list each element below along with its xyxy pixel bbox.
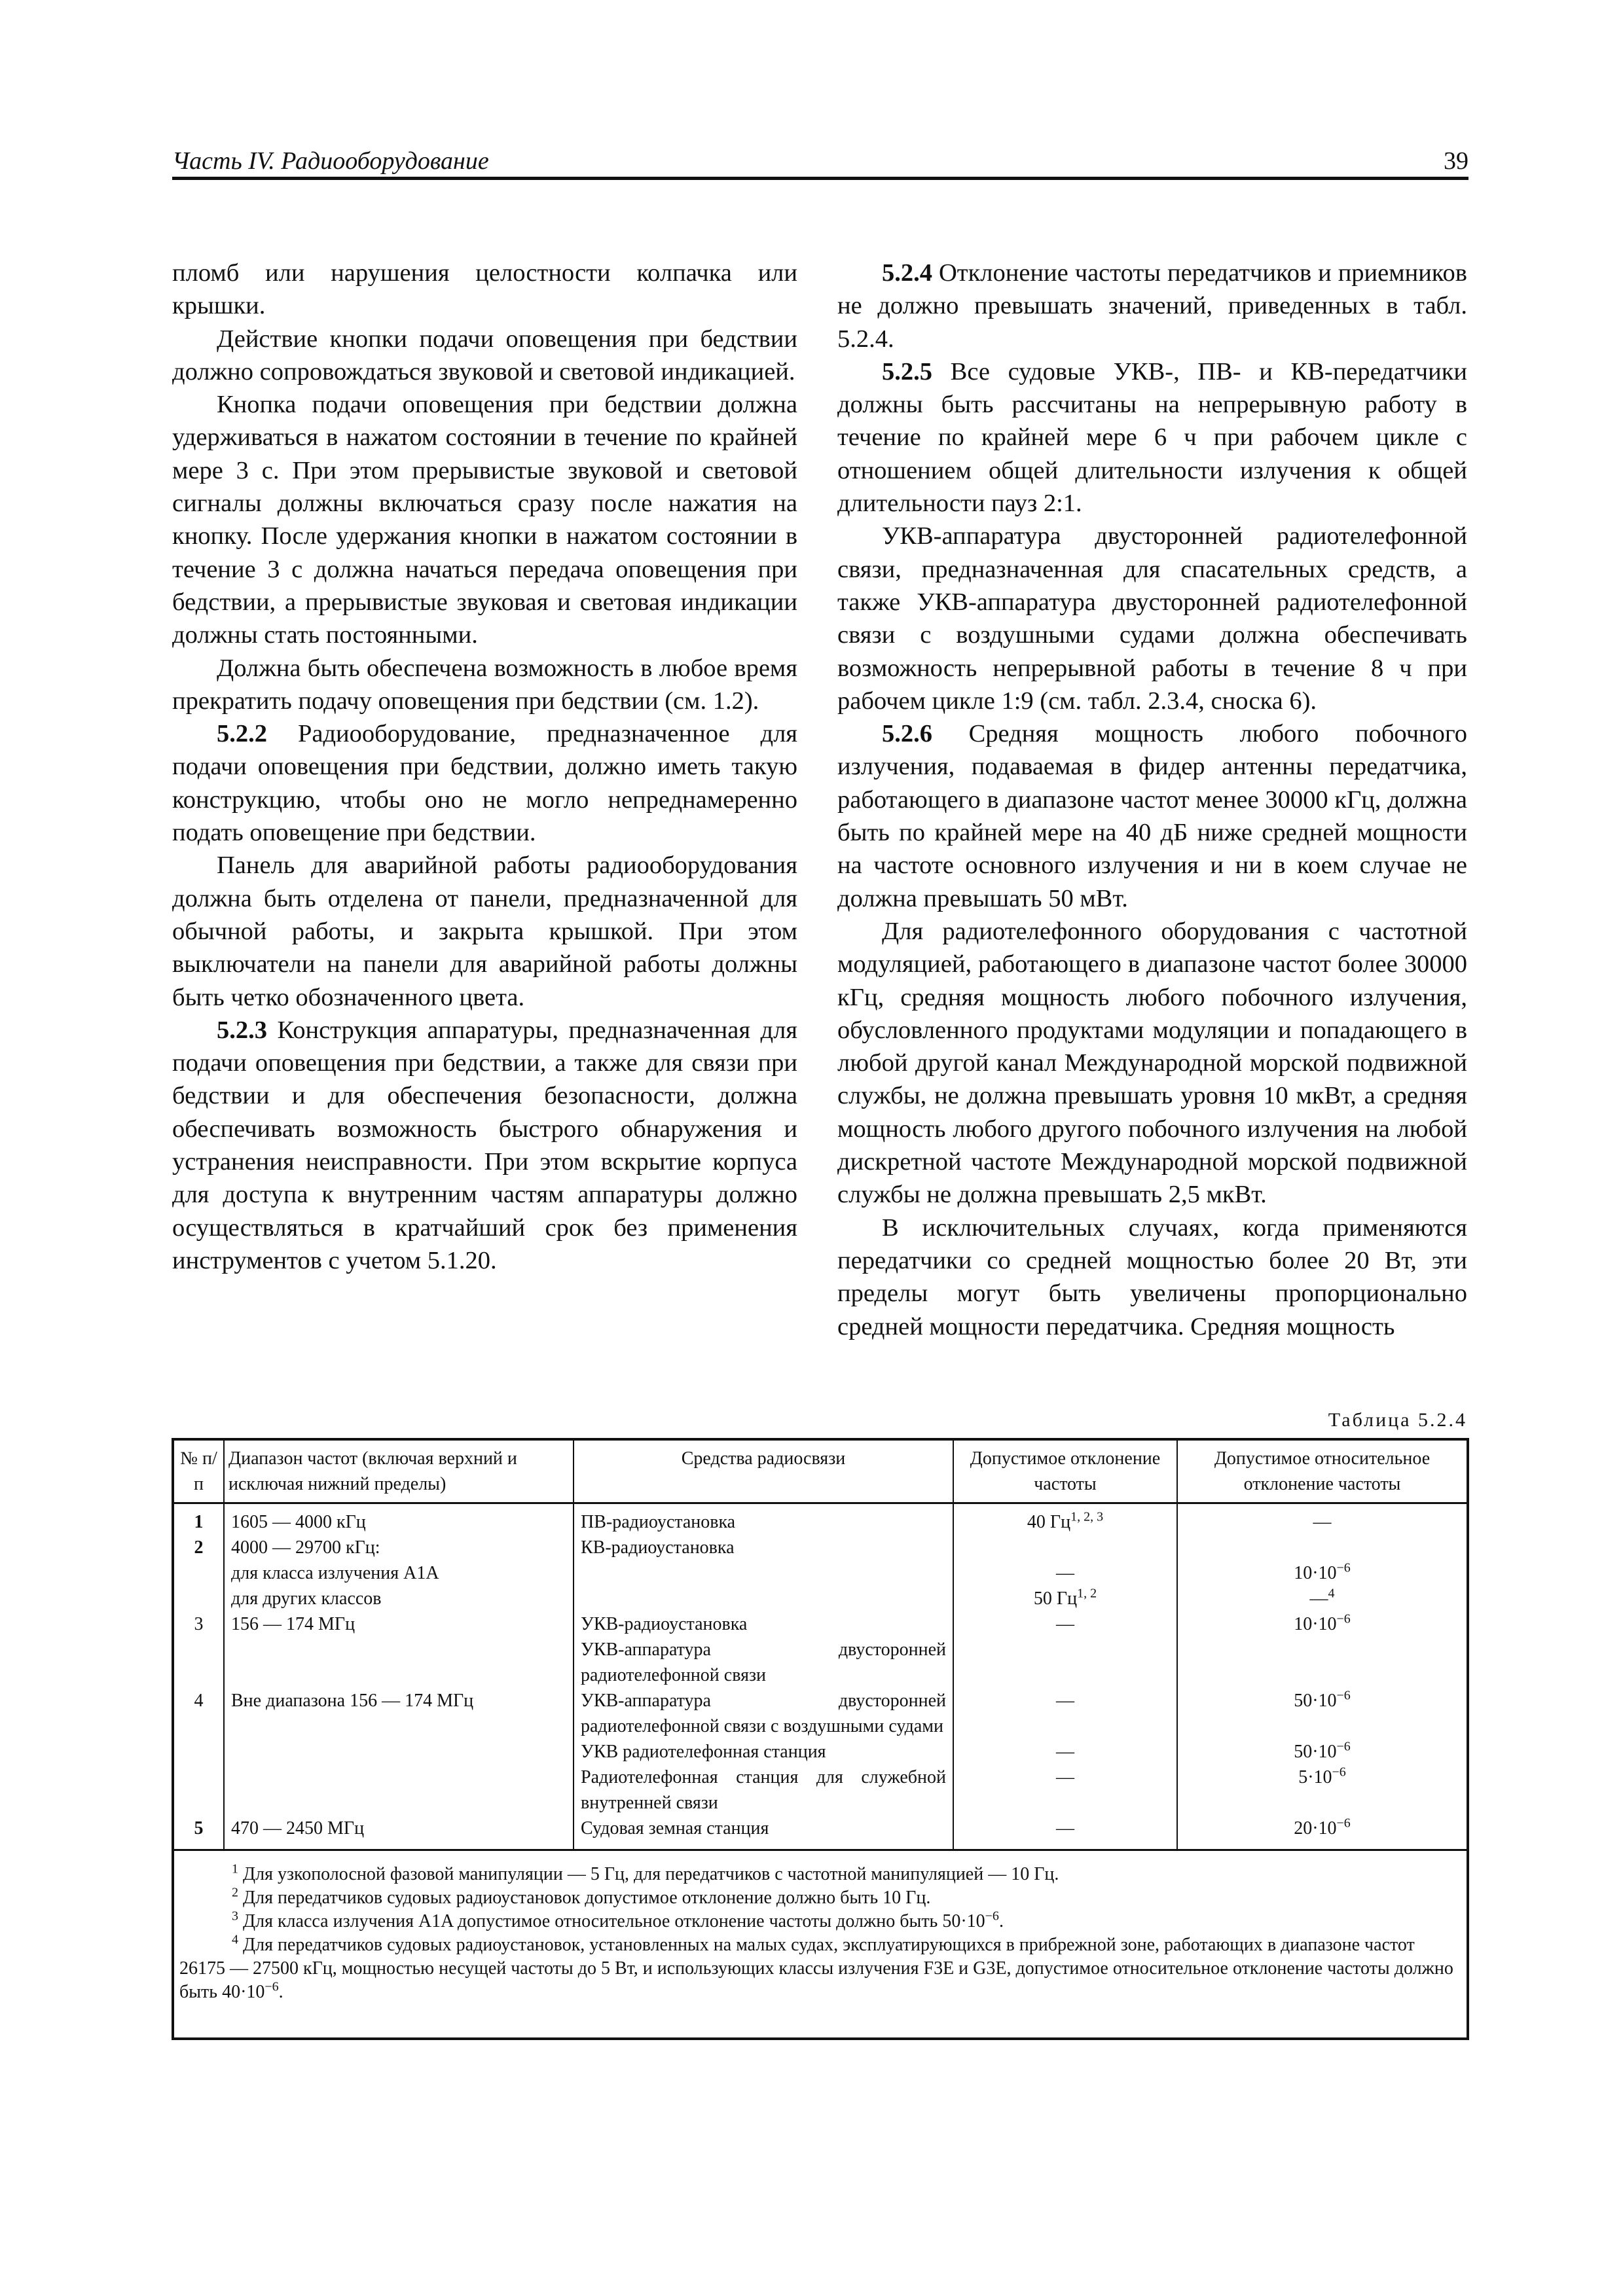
cell-num: 3 <box>174 1611 224 1637</box>
cell-deviation: — <box>953 1688 1177 1739</box>
footnote <box>179 1886 1461 1910</box>
table-row <box>174 1637 1467 1688</box>
paragraph <box>837 717 1467 915</box>
paragraph: Панель для аварийной работы радиооборудования должна быть отделена от панели, предназначенной для обычной работы, и закрыта крышкой. При этом выключатели на панели для аварийной работы должны быть четко обозначенного цвета. <box>172 852 797 1011</box>
page-number: 39 <box>1444 147 1468 175</box>
header-range: Диапазон частот (включая верхний и исключая нижний пределы) <box>224 1441 574 1503</box>
paragraph: УКВ-аппаратура двусторонней радиотелефонной связи, предназначенная для спасательных средств, а также УКВ-аппаратура двусторонней радиотелефонной связи с воздушными судами должна обеспечивать возможность непрерывной работы в течение 8 ч при рабочем цикле 1:9 (см. табл. 2.3.4, сноска 6). <box>837 522 1467 715</box>
paragraph-text: Конструкция аппаратуры, предназначенная для подачи оповещения при бедствии, а также для связи при бедствии и для обеспечения безопасности, должна обеспечивать возможность быстрого обнаружения и устранения неисправности. При этом вскрытие корпуса для доступа к внутренним частям аппаратуры должно осуществляться в кратчайший срок без применения инструментов с учетом 5.1.20. <box>172 1016 797 1274</box>
cell-num: 5 <box>174 1816 224 1850</box>
header-relative-deviation: Допустимое относительное отклонение частоты <box>1177 1441 1467 1503</box>
paragraph: Кнопка подачи оповещения при бедствии должна удерживаться в нажатом состоянии в течение по крайней мере 3 с. При этом прерывистые звуковой и световой сигналы должны включаться сразу после нажатия на кнопку. После удержания кнопки в нажатом состоянии в течение 3 с должна начаться передача оповещения при бедствии, а прерывистые звуковая и световая индикации должны стать постоянными. <box>172 391 797 649</box>
relative-value: 10·10 <box>1294 1614 1337 1634</box>
footnote-text: Для узкополосной фазовой манипуляции — 5 Гц, для передатчиков с частотной манипуляцией — 10 Гц. <box>238 1864 1059 1884</box>
exponent: −6 <box>1332 1765 1346 1780</box>
cell-deviation <box>953 1586 1177 1611</box>
table-row <box>174 1816 1467 1850</box>
cell-deviation: — <box>953 1816 1177 1850</box>
cell-range: 1605 — 4000 кГц <box>224 1503 574 1535</box>
table-row <box>174 1535 1467 1560</box>
cell-relative <box>1177 1535 1467 1560</box>
cell-relative: — <box>1313 1512 1332 1532</box>
footnote <box>179 1933 1461 2004</box>
exponent: −6 <box>1336 1611 1351 1626</box>
exponent: −6 <box>264 1979 279 1994</box>
table <box>174 1441 1467 1851</box>
table-row <box>174 1765 1467 1816</box>
cell-deviation: — <box>953 1739 1177 1765</box>
exponent: −6 <box>1336 1688 1351 1703</box>
cell-num <box>174 1586 224 1611</box>
paragraph-text: Все судовые УКВ-, ПВ- и КВ-передатчики должны быть рассчитаны на непрерывную работу в течение по крайней мере 6 ч при рабочем цикле с отношением общей длительности излучения к общей длительности пауз 2:1. <box>837 357 1467 518</box>
frequency-tolerance-table <box>172 1438 1469 2040</box>
footnote-ref: 4 <box>1328 1586 1335 1601</box>
cell-means: Судовая земная станция <box>574 1816 953 1850</box>
table-header-row <box>174 1441 1467 1503</box>
right-column <box>837 257 1467 1343</box>
table-row <box>174 1739 1467 1765</box>
paragraph-text: Отклонение частоты передатчиков и приемников не должно превышать значений, приведенных в табл. 5.2.4. <box>837 259 1467 353</box>
cell-means: УКВ радиотелефонная станция <box>574 1739 953 1765</box>
cell-relative <box>1177 1816 1467 1850</box>
table-row <box>174 1688 1467 1739</box>
exponent: −6 <box>1336 1739 1351 1754</box>
cell-relative <box>1177 1611 1467 1637</box>
cell-relative <box>1177 1560 1467 1586</box>
page-header <box>172 145 1468 179</box>
cell-relative <box>1177 1739 1467 1765</box>
paragraph: В исключительных случаях, когда применяются передатчики со средней мощностью более 20 Вт, эти пределы могут быть увеличены пропорционально средней мощности передатчика. Средняя мощность <box>837 1213 1467 1340</box>
paragraph: Должна быть обеспечена возможность в любое время прекратить подачу оповещения при бедствии (см. 1.2). <box>172 654 797 715</box>
footnote <box>179 1863 1461 1886</box>
paragraph <box>172 717 797 849</box>
section-number: 5.2.2 <box>217 720 267 748</box>
paragraph-text: Средняя мощность любого побочного излучения, подаваемая в фидер антенны передатчика, работающего в диапазоне частот менее 30000 кГц, должна быть по крайней мере на 40 дБ ниже средней мощности на частоте основного излучения и ни в коем случае не должна превышать 50 мВт. <box>837 720 1467 912</box>
cell-range: для класса излучения A1A <box>224 1560 574 1586</box>
footnote-text: Для передатчиков судовых радиоустановок, установленных на малых судах, эксплуатирующихся в прибрежной зоне, работающих в диапазоне частот 26175 — 27500 кГц, мощностью несущей частоты до 5 Вт, и использующих классы излучения F3E и G3E, допустимое относительное отклонение частоты должно быть 40·10 <box>179 1935 1453 2002</box>
footnote-end: . <box>278 1982 283 2002</box>
footnote-ref: 1, 2 <box>1077 1586 1097 1601</box>
cell-num: 2 <box>174 1535 224 1560</box>
cell-num: 1 <box>174 1503 224 1535</box>
cell-range <box>224 1765 574 1816</box>
relative-value: — <box>1309 1588 1328 1609</box>
relative-value: 20·10 <box>1294 1818 1337 1839</box>
cell-relative <box>1177 1765 1467 1816</box>
paragraph <box>837 355 1467 520</box>
footnote-mark: 4 <box>232 1932 238 1947</box>
section-number: 5.2.6 <box>882 720 932 748</box>
cell-deviation: — <box>953 1560 1177 1586</box>
cell-num: 4 <box>174 1688 224 1739</box>
cell-means: ПВ-радиоустановка <box>574 1503 953 1535</box>
deviation-value: 50 Гц <box>1033 1588 1078 1609</box>
cell-range: 4000 — 29700 кГц: <box>224 1535 574 1560</box>
cell-deviation: — <box>953 1765 1177 1816</box>
exponent: −6 <box>1336 1560 1351 1575</box>
paragraph: Действие кнопки подачи оповещения при бедствии должно сопровождаться звуковой и световой индикацией. <box>172 325 797 386</box>
relative-value: 10·10 <box>1294 1563 1337 1583</box>
cell-deviation <box>953 1535 1177 1560</box>
relative-value: 5·10 <box>1298 1767 1332 1787</box>
paragraph: пломб или нарушения целостности колпачка или крышки. <box>172 259 797 320</box>
paragraph <box>172 1014 797 1277</box>
footnote-ref: 1, 2, 3 <box>1070 1509 1104 1524</box>
section-number: 5.2.4 <box>882 259 932 287</box>
cell-range: 470 — 2450 МГц <box>224 1816 574 1850</box>
cell-relative <box>1177 1586 1467 1611</box>
cell-deviation: — <box>953 1611 1177 1637</box>
paragraph: Для радиотелефонного оборудования с частотной модуляцией, работающего в диапазоне частот более 30000 кГц, средняя мощность любого побочного излучения, обусловленного продуктами модуляции и попадающего в любой другой канал Международной морской подвижной службы, не должна превышать уровня 10 мкВт, а средняя мощность любого другого побочного излучения на любой дискретной частоте Международной морской подвижной службы не должна превышать 2,5 мкВт. <box>837 917 1467 1209</box>
cell-deviation <box>953 1637 1177 1688</box>
section-number: 5.2.5 <box>882 357 932 386</box>
header-deviation: Допустимое отклонение частоты <box>953 1441 1177 1503</box>
table-row <box>174 1560 1467 1586</box>
footnote-mark: 3 <box>232 1909 238 1924</box>
exponent: −6 <box>1336 1816 1351 1831</box>
table-caption: Таблица 5.2.4 <box>1328 1409 1467 1431</box>
cell-range <box>224 1739 574 1765</box>
cell-range: для других классов <box>224 1586 574 1611</box>
cell-num <box>174 1560 224 1586</box>
cell-range <box>224 1637 574 1688</box>
cell-num <box>174 1637 224 1688</box>
relative-value: 50·10 <box>1294 1742 1337 1762</box>
cell-deviation <box>953 1503 1177 1535</box>
cell-range: 156 — 174 МГц <box>224 1611 574 1637</box>
table-footnotes <box>174 1851 1467 2004</box>
footnote-end: . <box>998 1911 1004 1931</box>
header-means: Средства радиосвязи <box>574 1441 953 1503</box>
table-row <box>174 1611 1467 1637</box>
footnote-text: Для передатчиков судовых радиоустановок допустимое отклонение должно быть 10 Гц. <box>238 1888 931 1908</box>
footnote-mark: 2 <box>232 1885 238 1900</box>
cell-means: Радиотелефонная станция для служебной внутренней связи <box>574 1765 953 1816</box>
cell-means: УКВ-радиоустановка <box>574 1611 953 1637</box>
deviation-value: 40 Гц <box>1027 1512 1071 1532</box>
relative-value: 50·10 <box>1294 1691 1337 1711</box>
paragraph-text: Радиооборудование, предназначенное для подачи оповещения при бедствии, должно иметь такую конструкцию, чтобы оно не могло непреднамеренно подать оповещение при бедствии. <box>172 720 797 847</box>
cell-range: Вне диапазона 156 — 174 МГц <box>224 1688 574 1739</box>
left-column <box>172 257 797 1277</box>
cell-relative <box>1177 1637 1467 1688</box>
paragraph <box>837 257 1467 355</box>
footnote-text: Для класса излучения A1A допустимое относительное отклонение частоты должно быть 50·10 <box>238 1911 985 1931</box>
cell-means <box>574 1560 953 1586</box>
exponent: −6 <box>985 1909 999 1924</box>
cell-num <box>174 1739 224 1765</box>
table-row <box>174 1503 1467 1535</box>
cell-means <box>574 1586 953 1611</box>
cell-means: УКВ-аппаратура двусторонней радиотелефонной связи <box>574 1637 953 1688</box>
table-row <box>174 1586 1467 1611</box>
header-num: № п/п <box>174 1441 224 1503</box>
cell-means: КВ-радиоустановка <box>574 1535 953 1560</box>
running-title: Часть IV. Радиооборудование <box>172 147 489 175</box>
cell-means: УКВ-аппаратура двусторонней радиотелефонной связи с воздушными судами <box>574 1688 953 1739</box>
footnote-mark: 1 <box>232 1861 238 1876</box>
cell-relative <box>1177 1688 1467 1739</box>
cell-num <box>174 1765 224 1816</box>
section-number: 5.2.3 <box>217 1016 267 1044</box>
header-rule <box>172 177 1468 180</box>
footnote <box>179 1910 1461 1933</box>
